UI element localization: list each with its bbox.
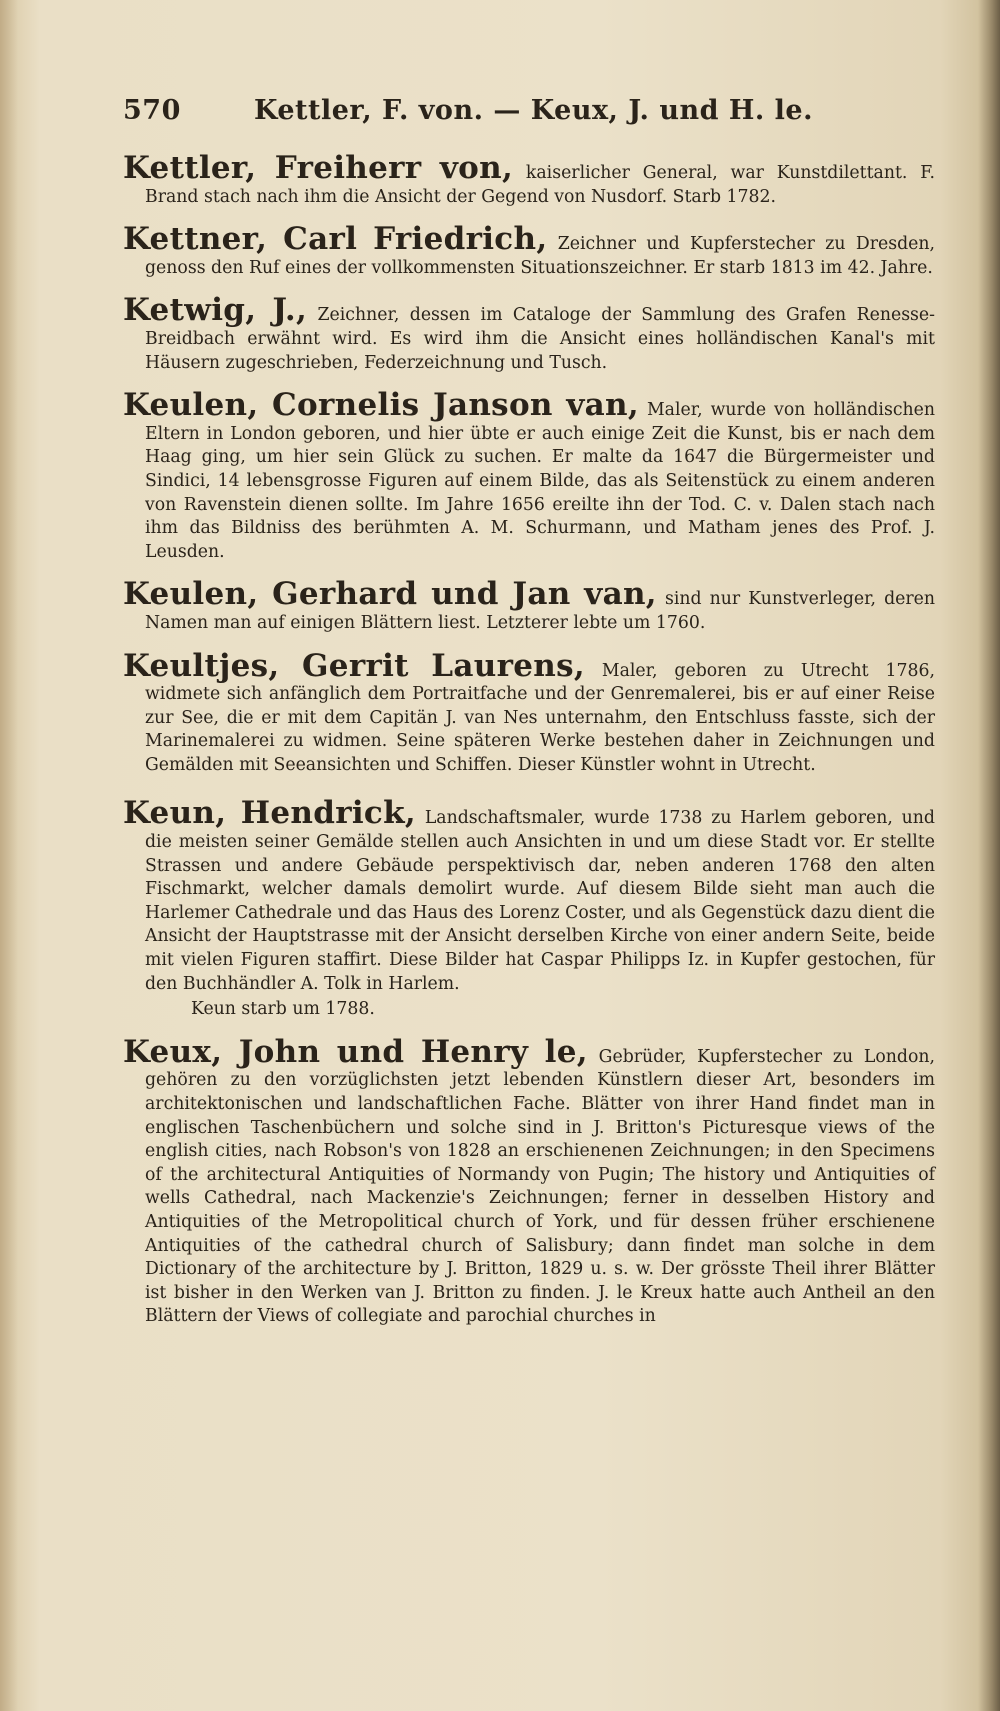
- entry-keulen-gerhard: [123, 578, 935, 635]
- entry-name: Keulen, Cornelis Janson van,: [123, 387, 639, 424]
- page-number: 570: [123, 95, 181, 126]
- page-header: [123, 95, 923, 137]
- entry-name: Keux, John und Henry le,: [123, 1033, 588, 1070]
- entry-name: Keulen, Gerhard und Jan van,: [123, 576, 657, 613]
- entry-keux: [123, 1033, 936, 1329]
- page-gutter-shadow: [978, 0, 1000, 1711]
- entry-keun: [123, 797, 935, 1021]
- entry-name: Kettler, Freiherr von,: [123, 150, 514, 186]
- entry-text: Zeichner und Kupferstecher zu Dresden, genoss den Ruf eines der vollkommensten Situationszeichner. Er starb 1813 im 42. Jahre.: [145, 234, 935, 278]
- entry-text: sind nur Kunstverleger, deren Namen man auf einigen Blättern liest. Letzterer lebte um 1760.: [145, 589, 935, 633]
- entry-list: [123, 152, 935, 1343]
- entry-text: Gebrüder, Kupferstecher zu London, gehören zu den vorzüglichsten jetzt lebenden Künstlern dieser Art, besonders im architektonischen und landschaftlichen Fache. Blätter von ihrer Hand findet man in englischen Taschenbüchern und solche sind in J. Britton's Picturesque views of the english cities, nach Robson's von 1828 an erschienenen Zeichnungen; in den Specimens of the architectural Antiquities of Normandy von Pugin; The history und Antiquities of wells Cathedral, nach Mackenzie's Zeichnungen; ferner in desselben History and Antiquities of the Metropolitical church of York, und für dessen früher erschienene Antiquities of the cathedral church of Salisbury; dann findet man solche in dem Dictionary of the architecture by J. Britton, 1829 u. s. w. Der grösste Theil ihrer Blätter ist bisher in den Werken van J. Britton zu finden. J. le Kreux hatte auch Antheil an den Blättern der Views of collegiate and parochial churches in: [145, 1046, 936, 1327]
- entry-text: kaiserlicher General, war Kunstdilettant. F. Brand stach nach ihm die Ansicht der Gegend von Nusdorf. Starb 1782.: [145, 163, 936, 207]
- entry-keultjes: [123, 647, 935, 778]
- entry-kettler: [123, 152, 935, 209]
- entry-keulen-cornelis: [123, 389, 935, 564]
- entry-text: Maler, geboren zu Utrecht 1786, widmete sich anfänglich dem Portraitfache und der Genremalerei, bis er auf einer Reise zur See, die er mit dem Capitän J. van Nes unternahm, den Entschluss fasste, sich der Marinemalerei zu widmen. Seine späteren Werke bestehen daher in Zeichnungen und Gemälden mit Seeansichten und Schiffen. Dieser Künstler wohnt in Utrecht.: [145, 660, 935, 775]
- entry-name: Ketwig, J.,: [123, 292, 308, 329]
- entry-name: Kettner, Carl Friedrich,: [123, 221, 548, 258]
- entry-text: Landschaftsmaler, wurde 1738 zu Harlem geboren, und die meisten seiner Gemälde stellen auch Ansichten in und um diese Stadt vor. Er stellte Strassen und andere Gebäude perspektivisch dar, neben anderen 1768 den alten Fischmarkt, welcher damals demolirt wurde. Auf diesem Bilde sieht man auch die Harlemer Cathedrale und das Haus des Lorenz Coster, und als Gegenstück dazu dient die Ansicht der Hauptstrasse mit der Ansicht derselben Kirche von einer andern Seite, beide mit vielen Figuren staffirt. Diese Bilder hat Caspar Philipps Iz. in Kupfer gestochen, für den Buchhändler A. Tolk in Harlem.: [145, 808, 935, 994]
- entry-text: Maler, wurde von holländischen Eltern in London geboren, und hier übte er auch einige Zeit die Kunst, bis er nach dem Haag ging, um hier sein Glück zu suchen. Er malte da 1647 die Bürgermeister und Sindici, 14 lebensgrosse Figuren auf einem Bilde, das als Seitenstück zu einem anderen von Ravenstein dienen sollte. Im Jahre 1656 ereilte ihn der Tod. C. v. Dalen stach nach ihm das Bildniss des berühmten A. M. Schurmann, und Matham jenes des Prof. J. Leusden.: [145, 400, 935, 562]
- entry-kettner: [123, 223, 935, 280]
- entry-death-note: Keun starb um 1788.: [191, 999, 375, 1020]
- page-left-edge: [0, 0, 18, 1711]
- entry-ketwig: [123, 294, 935, 375]
- entry-text: Zeichner, dessen im Cataloge der Sammlung des Grafen Renesse-Breidbach erwähnt wird. Es wird ihm die Ansicht eines holländischen Kanal's mit Häusern zugeschrieben, Federzeichnung und Tusch.: [145, 305, 935, 373]
- entry-name: Keultjes, Gerrit Laurens,: [123, 647, 585, 684]
- running-title: Kettler, F. von. — Keux, J. und H. le.: [254, 95, 814, 126]
- entry-name: Keun, Hendrick,: [123, 795, 416, 832]
